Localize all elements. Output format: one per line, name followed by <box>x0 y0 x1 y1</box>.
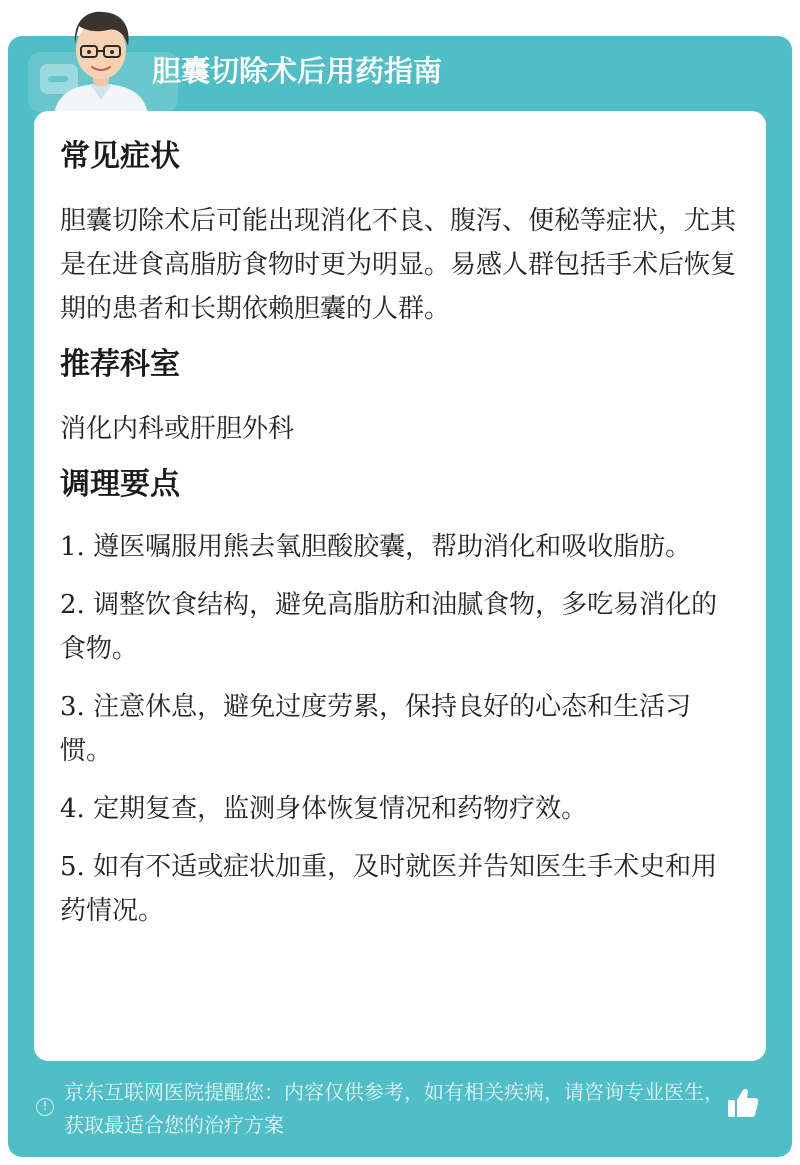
list-item <box>60 845 740 933</box>
list-item-number: 5. <box>60 852 85 882</box>
section-title-department: 推荐科室 <box>60 347 180 382</box>
list-item <box>60 525 740 569</box>
care-tips-list <box>60 525 740 933</box>
section-title-symptoms: 常见症状 <box>60 139 180 174</box>
list-item-number: 4. <box>60 794 85 824</box>
content-card <box>34 111 766 1061</box>
list-item <box>60 787 740 831</box>
list-item <box>60 583 740 671</box>
section-body-symptoms: 胆囊切除术后可能出现消化不良、腹泻、便秘等症状，尤其是在进食高脂肪食物时更为明显。易感人群包括手术后恢复期的患者和长期依赖胆囊的人群。 <box>60 206 737 324</box>
disclaimer-text: 京东互联网医院提醒您：内容仅供参考，如有相关疾病，请咨询专业医生，获取最适合您的治疗方案 <box>64 1080 724 1137</box>
info-icon: ! <box>36 1098 54 1116</box>
page-title: 胆囊切除术后用药指南 <box>152 54 443 88</box>
list-item-number: 2. <box>60 590 85 620</box>
list-item-text: 调整饮食结构，避免高脂肪和油腻食物，多吃易消化的食物。 <box>60 590 718 664</box>
thumbs-up-icon[interactable] <box>726 1086 760 1120</box>
list-item <box>60 685 740 773</box>
list-item-number: 3. <box>60 692 85 722</box>
list-item-text: 注意休息，避免过度劳累，保持良好的心态和生活习惯。 <box>60 692 692 766</box>
doctor-avatar <box>46 4 156 116</box>
section-body-department: 消化内科或肝胆外科 <box>60 414 295 444</box>
list-item-text: 遵医嘱服用熊去氧胆酸胶囊，帮助消化和吸收脂肪。 <box>93 532 692 562</box>
list-item-text: 如有不适或症状加重，及时就医并告知医生手术史和用药情况。 <box>60 852 718 926</box>
section-title-care: 调理要点 <box>60 467 180 502</box>
list-item-text: 定期复查，监测身体恢复情况和药物疗效。 <box>93 794 588 824</box>
footer-disclaimer <box>36 1076 776 1146</box>
list-item-number: 1. <box>60 532 85 562</box>
